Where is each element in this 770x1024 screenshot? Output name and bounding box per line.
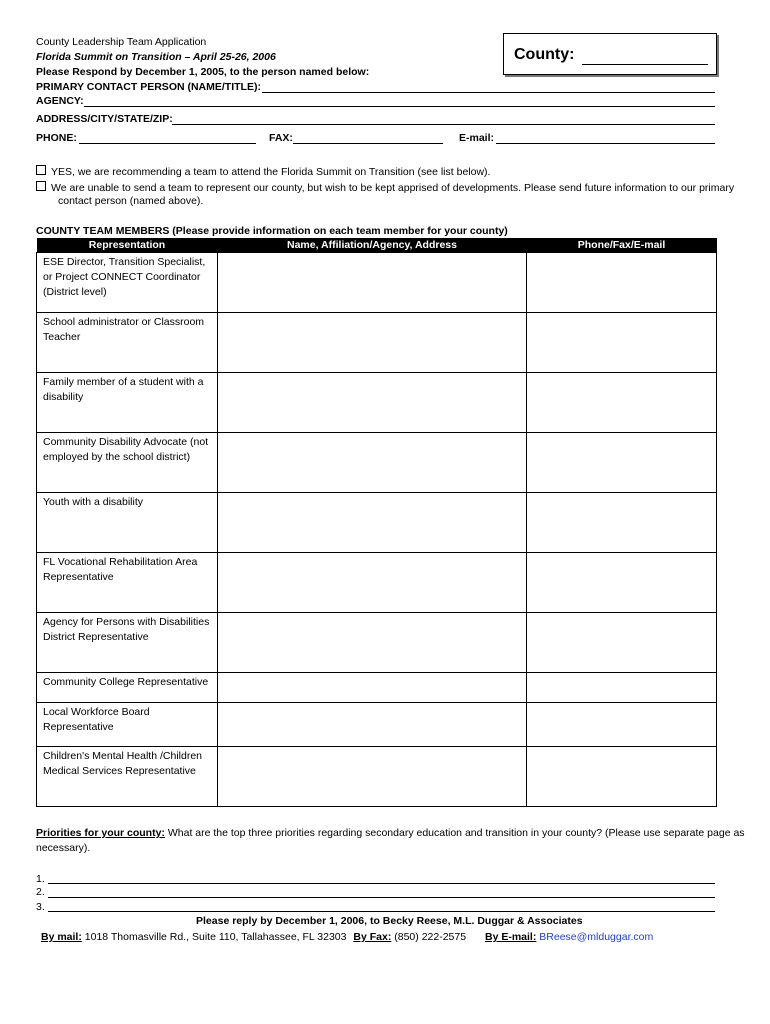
contact-cell[interactable]: [527, 553, 717, 613]
county-box: [503, 33, 717, 75]
contact-cell[interactable]: [527, 747, 717, 807]
name-cell[interactable]: [218, 313, 527, 373]
no-option-text-cont: contact person (named above).: [58, 195, 204, 207]
fax-label: FAX:: [269, 132, 293, 144]
priority-1-number: 1.: [36, 873, 45, 885]
contact-cell[interactable]: [527, 373, 717, 433]
priorities-question: What are the top three priorities regarding secondary education and transition in your county? (Please use separate page as: [164, 827, 745, 839]
team-members-table: [36, 238, 717, 807]
by-mail-label: By mail:: [41, 931, 82, 943]
no-option-text: We are unable to send a team to represent our county, but wish to be kept apprised of developments. Please send future information to our primary: [51, 182, 735, 194]
phone-field[interactable]: [79, 143, 256, 144]
priority-1-field[interactable]: [48, 883, 715, 884]
priorities-label: Priorities for your county:: [36, 827, 165, 839]
respond-note: Please Respond by December 1, 2005, to the person named below:: [36, 66, 370, 78]
county-label: County:: [514, 46, 575, 63]
row-label: Youth with a disability: [37, 493, 218, 553]
contact-cell[interactable]: [527, 313, 717, 373]
priorities-prompt: [36, 827, 745, 840]
name-cell[interactable]: [218, 553, 527, 613]
yes-option-text: YES, we are recommending a team to attend the Florida Summit on Transition (see list below).: [51, 166, 491, 178]
address-label: ADDRESS/CITY/STATE/ZIP:: [36, 113, 173, 125]
name-cell[interactable]: [218, 613, 527, 673]
event-subtitle: Florida Summit on Transition – April 25-26, 2006: [36, 51, 276, 63]
email-link[interactable]: BReese@mlduggar.com: [539, 931, 654, 943]
name-cell[interactable]: [218, 703, 527, 747]
email-label: E-mail:: [459, 132, 495, 144]
row-label: Community College Representative: [37, 673, 218, 703]
name-cell[interactable]: [218, 747, 527, 807]
row-label: ESE Director, Transition Specialist, or Project CONNECT Coordinator (District level): [37, 253, 218, 313]
fax-field[interactable]: [293, 143, 443, 144]
phone-label: PHONE:: [36, 132, 77, 144]
email-field[interactable]: [496, 143, 715, 144]
row-label: Children's Mental Health /Children Medical Services Representative: [37, 747, 218, 807]
priority-3-field[interactable]: [48, 911, 715, 912]
priority-2-field[interactable]: [48, 897, 715, 898]
row-label: FL Vocational Rehabilitation Area Representative: [37, 553, 218, 613]
agency-field[interactable]: [84, 106, 715, 107]
form-title: County Leadership Team Application: [36, 36, 207, 48]
col-representation: Representation: [37, 238, 218, 253]
name-cell[interactable]: [218, 373, 527, 433]
agency-label: AGENCY:: [36, 95, 84, 107]
row-label: Family member of a student with a disability: [37, 373, 218, 433]
col-phone-fax-email: Phone/Fax/E-mail: [527, 238, 717, 253]
fax-number: (850) 222-2575: [391, 931, 467, 943]
county-field[interactable]: [582, 64, 708, 65]
contact-cell[interactable]: [527, 253, 717, 313]
row-label: Agency for Persons with Disabilities District Representative: [37, 613, 218, 673]
contact-methods: [41, 931, 653, 944]
priority-3-number: 3.: [36, 901, 45, 913]
name-cell[interactable]: [218, 253, 527, 313]
row-label: School administrator or Classroom Teacher: [37, 313, 218, 373]
checkbox-yes[interactable]: [36, 165, 46, 175]
contact-cell[interactable]: [527, 613, 717, 673]
yes-option[interactable]: [36, 165, 490, 179]
contact-cell[interactable]: [527, 493, 717, 553]
by-email-label: By E-mail:: [485, 931, 537, 943]
primary-contact-field[interactable]: [262, 92, 715, 93]
priorities-question-cont: necessary).: [36, 842, 91, 854]
row-label: Local Workforce Board Representative: [37, 703, 218, 747]
checkbox-no[interactable]: [36, 181, 46, 191]
team-heading: COUNTY TEAM MEMBERS (Please provide information on each team member for your county): [36, 225, 508, 237]
contact-cell[interactable]: [527, 433, 717, 493]
name-cell[interactable]: [218, 493, 527, 553]
name-cell[interactable]: [218, 673, 527, 703]
by-fax-label: By Fax:: [353, 931, 392, 943]
priority-2-number: 2.: [36, 886, 45, 898]
contact-cell[interactable]: [527, 673, 717, 703]
col-name-affiliation: Name, Affiliation/Agency, Address: [218, 238, 527, 253]
row-label: Community Disability Advocate (not employed by the school district): [37, 433, 218, 493]
name-cell[interactable]: [218, 433, 527, 493]
address-field[interactable]: [172, 124, 715, 125]
reply-instructions: Please reply by December 1, 2006, to Becky Reese, M.L. Duggar & Associates: [196, 915, 583, 927]
mail-address: 1018 Thomasville Rd., Suite 110, Tallahassee, FL 32303: [81, 931, 347, 943]
no-option[interactable]: [36, 181, 734, 195]
contact-cell[interactable]: [527, 703, 717, 747]
primary-contact-label: PRIMARY CONTACT PERSON (NAME/TITLE):: [36, 81, 261, 93]
